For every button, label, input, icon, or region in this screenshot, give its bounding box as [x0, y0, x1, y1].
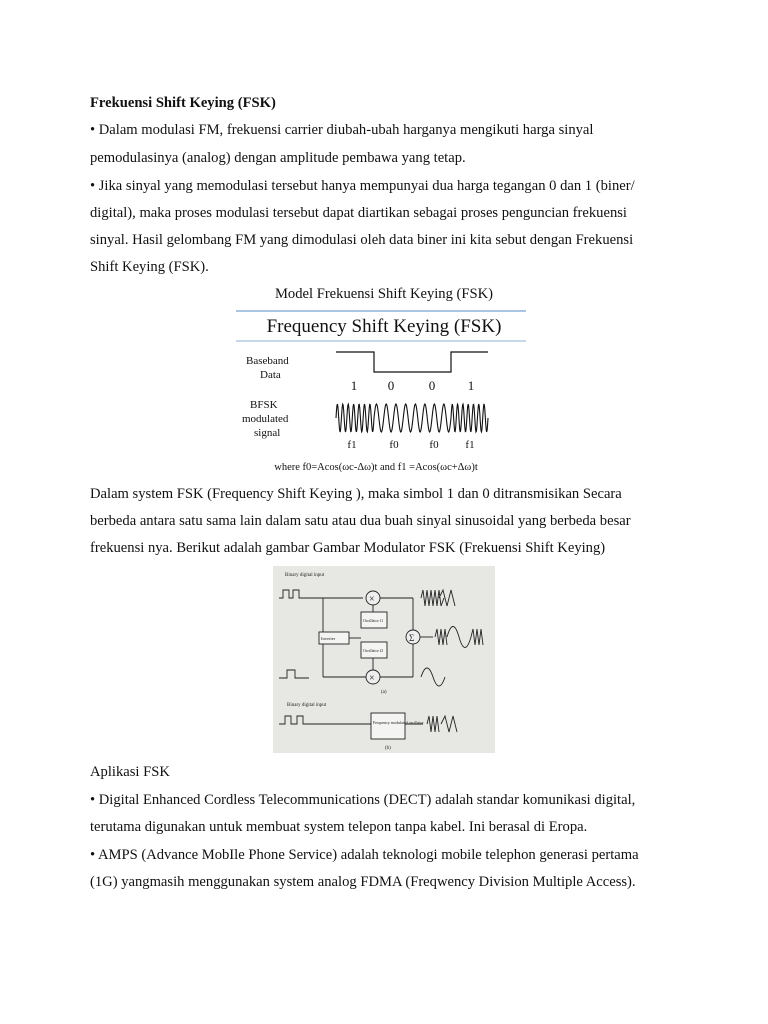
label-oscillator-1: Oscillator f1	[363, 618, 384, 623]
paragraph-line: terutama digunakan untuk membuat system telepon tanpa kabel. Ini berasal di Eropa.	[90, 819, 588, 835]
bit-label: 1	[467, 378, 475, 393]
times-symbol: ×	[369, 594, 375, 605]
label-oscillator-2: Oscillator f2	[363, 648, 384, 653]
label-a: (a)	[381, 690, 387, 695]
freq-label: f0	[429, 439, 439, 451]
paragraph-line: digital), maka proses modulasi tersebut dapat diartikan sebagai proses penguncian frekuensi	[90, 205, 627, 221]
section-heading: Aplikasi FSK	[90, 764, 170, 780]
section-heading: Frekuensi Shift Keying (FSK)	[90, 95, 276, 111]
paragraph-line: berbeda antara satu sama lain dalam satu atau dua buah sinyal sinusoidal yang berbeda besar	[90, 513, 631, 529]
label-binary-input: Binary digital input	[285, 573, 325, 578]
freq-label: f1	[465, 439, 475, 451]
label-data: Data	[260, 369, 281, 381]
baseband-waveform	[336, 352, 488, 372]
freq-label: f1	[347, 439, 357, 451]
label-baseband: Baseband	[246, 355, 289, 367]
paragraph-line: • AMPS (Advance MobIle Phone Service) adalah teknologi mobile telephon generasi pertama	[90, 847, 639, 863]
fsk-modulator-figure	[273, 566, 495, 753]
figure-caption: Model Frekuensi Shift Keying (FSK)	[274, 286, 494, 302]
figure-title: Frequency Shift Keying (FSK)	[266, 316, 502, 337]
paragraph-line: • Digital Enhanced Cordless Telecommunications (DECT) adalah standar komunikasi digital,	[90, 792, 636, 808]
fsk-model-figure	[236, 308, 532, 478]
sigma-symbol: Σ	[409, 633, 415, 643]
fsk-formula: where f0=Acos(ωc-Δω)t and f1 =Acos(ωc+Δω)t	[274, 462, 478, 473]
bit-label: 0	[387, 378, 395, 393]
label-inverter: Inverter	[321, 636, 336, 641]
paragraph-line: Shift Keying (FSK).	[90, 259, 209, 275]
label-modulated: modulated	[242, 413, 289, 425]
label-signal: signal	[254, 427, 281, 439]
label-binary-input-b: Binary digital input	[287, 703, 327, 708]
fm-oscillator-box	[371, 713, 405, 739]
paragraph-line: frekuensi nya. Berikut adalah gambar Gambar Modulator FSK (Frekuensi Shift Keying)	[90, 540, 606, 556]
freq-label: f0	[389, 439, 399, 451]
bit-label: 0	[428, 378, 436, 393]
bit-label: 1	[350, 378, 358, 393]
paragraph-line: (1G) yangmasih menggunakan system analog FDMA (Freqwency Division Multiple Access).	[90, 874, 636, 890]
paragraph-line: • Jika sinyal yang memodulasi tersebut hanya mempunyai dua harga tegangan 0 dan 1 (biner/	[90, 178, 635, 194]
paragraph-line: pemodulasinya (analog) dengan amplitude pembawa yang tetap.	[90, 150, 466, 166]
paragraph-line: sinyal. Hasil gelombang FM yang dimodulasi oleh data biner ini kita sebut dengan Frekuensi	[90, 232, 634, 248]
bfsk-waveform	[336, 404, 488, 432]
paragraph-line: Dalam system FSK (Frequency Shift Keying ), maka simbol 1 dan 0 ditransmisikan Secara	[90, 486, 622, 502]
label-bfsk: BFSK	[250, 399, 278, 411]
paragraph-line: • Dalam modulasi FM, frekuensi carrier diubah-ubah harganya mengikuti harga sinyal	[90, 122, 594, 138]
label-b: (b)	[385, 746, 391, 751]
label-fm-oscillator: Frequency modulated oscillator	[373, 720, 424, 725]
times-symbol: ×	[369, 673, 375, 684]
